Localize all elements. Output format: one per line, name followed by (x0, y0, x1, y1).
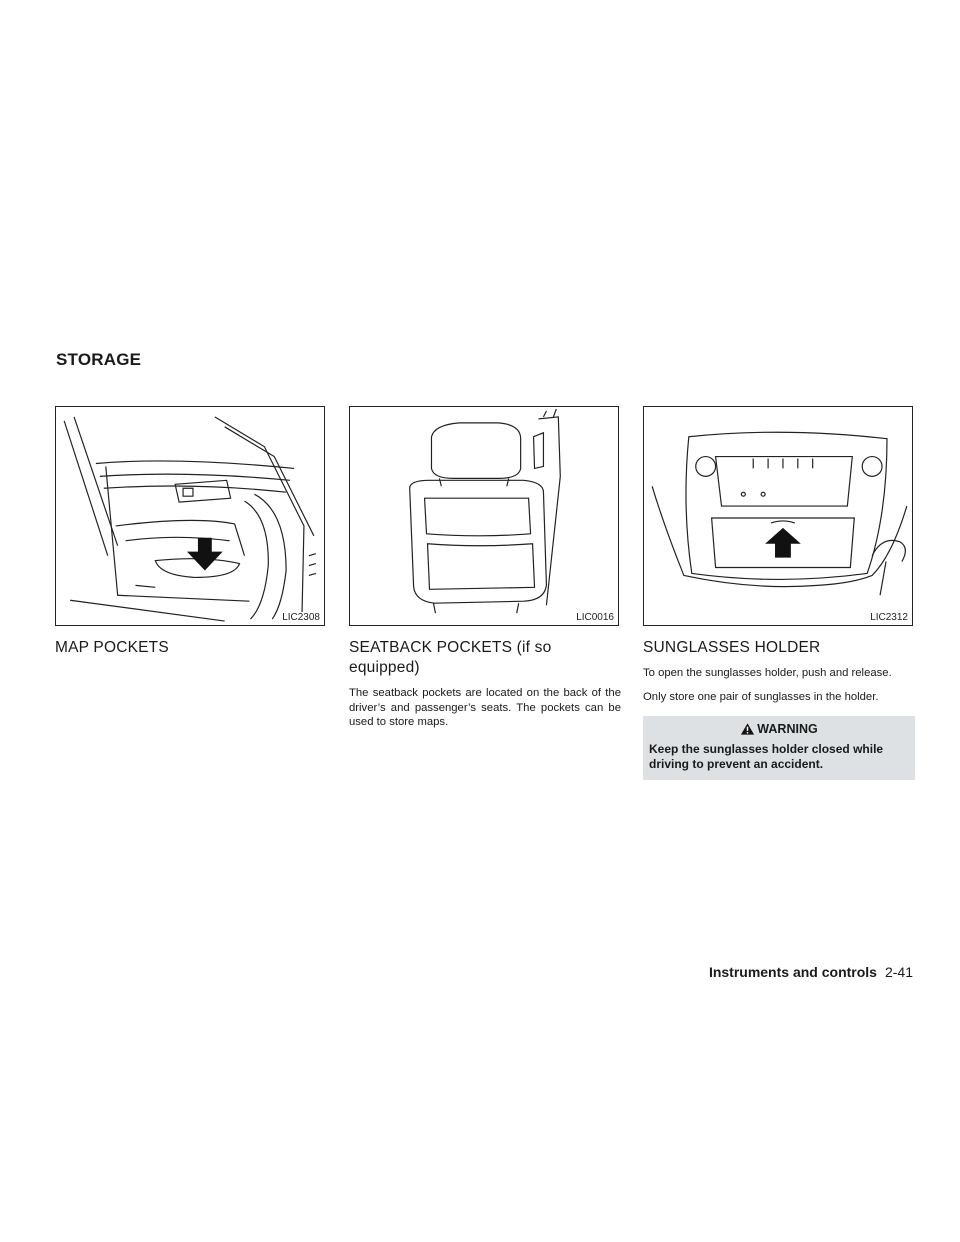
figure-sunglasses-holder (643, 406, 913, 626)
column-map-pockets (55, 406, 327, 666)
paragraph: The seatback pockets are located on the back of the driver’s and passenger’s seats. The pockets can be used to store maps. (349, 687, 621, 728)
warning-triangle-icon (740, 722, 755, 736)
heading-seatback-pockets: SEATBACK POCKETS (if so equipped) (349, 639, 552, 676)
figure-id: LIC2308 (279, 612, 320, 623)
paragraph: Only store one pair of sunglasses in the holder. (643, 690, 879, 703)
figure-seatback-pockets (349, 406, 619, 626)
door-panel-illustration (56, 407, 324, 625)
paragraph: To open the sunglasses holder, push and release. (643, 667, 892, 679)
warning-title (649, 722, 909, 736)
heading-map-pockets: MAP POCKETS (55, 639, 169, 656)
footer-chapter: Instruments and controls (708, 964, 877, 980)
figure-map-pockets (55, 406, 325, 626)
overhead-console-illustration (644, 407, 912, 625)
figure-id: LIC0016 (573, 612, 614, 623)
up-arrow-icon (765, 528, 801, 558)
column-sunglasses-holder (643, 406, 915, 780)
warning-label: WARNING (757, 722, 818, 736)
warning-box (643, 716, 915, 780)
figure-id: LIC2312 (867, 612, 908, 623)
column-seatback-pockets (349, 406, 621, 739)
warning-text: Keep the sunglasses holder closed while driving to prevent an accident. (649, 742, 884, 771)
seatback-illustration (350, 407, 618, 625)
down-arrow-icon (187, 538, 223, 571)
page-number: 2-41 (884, 964, 913, 980)
page-footer (709, 964, 913, 980)
heading-sunglasses-holder: SUNGLASSES HOLDER (643, 639, 821, 656)
section-title: STORAGE (56, 350, 142, 369)
